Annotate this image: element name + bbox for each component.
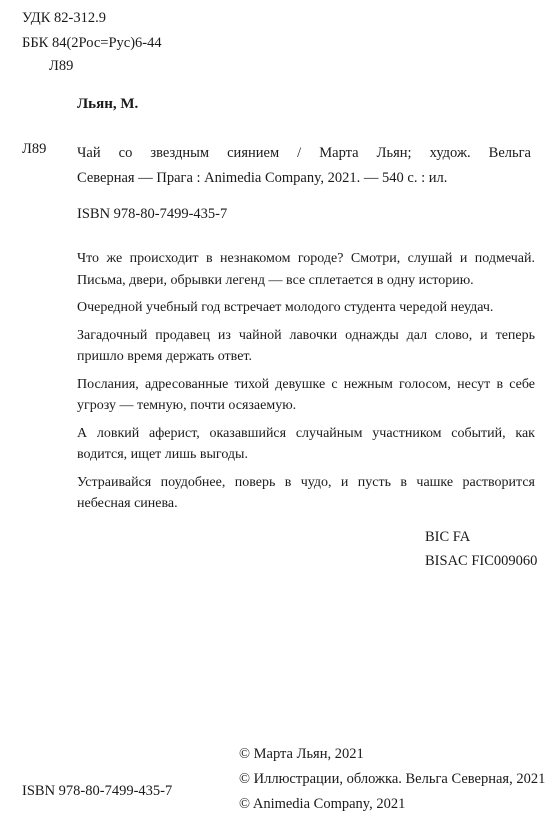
bibliographic-description (77, 141, 531, 191)
bic-code: BIC FA (425, 529, 471, 545)
author-sign-top: Л89 (49, 58, 74, 74)
biblio-line-2: Северная — Прага : Animedia Company, 2021. — 540 с. : ил. (77, 170, 448, 186)
udk-code: УДК 82-312.9 (22, 10, 106, 26)
annotation-paragraph: Устраивайся поудобнее, поверь в чудо, и пусть в чашке растворится небесная синева. (77, 474, 535, 511)
copyright-author: © Марта Льян, 2021 (239, 746, 364, 762)
annotation-paragraph: Очередной учебный год встречает молодого студента чередой неудач. (77, 300, 494, 315)
annotation-paragraph: Что же происходит в незнакомом городе? Смотри, слушай и подмечай. Письма, двери, обрывки легенд — все сплетается в одну историю. (77, 251, 535, 288)
annotation-paragraph: А ловкий аферист, оказавшийся случайным участником событий, как водится, ищет лишь выгоды. (77, 425, 535, 462)
classification-codes (425, 525, 537, 573)
isbn-bottom: ISBN 978-80-7499-435-7 (22, 783, 173, 799)
bisac-code: BISAC FIC009060 (425, 553, 538, 569)
author-heading: Льян, М. (77, 96, 139, 112)
copyright-publisher: © Animedia Company, 2021 (239, 796, 406, 812)
isbn-top: ISBN 978-80-7499-435-7 (77, 206, 228, 222)
author-sign: Л89 (22, 141, 47, 157)
annotation-paragraph: Загадочный продавец из чайной лавочки однажды дал слово, и теперь пришло время держать ответ. (77, 327, 535, 364)
copyright-block (239, 742, 545, 817)
copyright-illustrations: © Иллюстрации, обложка. Вельга Северная, 2021 (239, 771, 546, 787)
annotation (77, 248, 535, 521)
annotation-paragraph: Послания, адресованные тихой девушке с нежным голосом, несут в себе угрозу — темную, почти осязаемую. (77, 376, 535, 413)
bbk-code: ББК 84(2Рос=Рус)6-44 (22, 35, 162, 51)
biblio-line-1: Чай со звездным сиянием / Марта Льян; худож. Вельга (77, 145, 531, 161)
